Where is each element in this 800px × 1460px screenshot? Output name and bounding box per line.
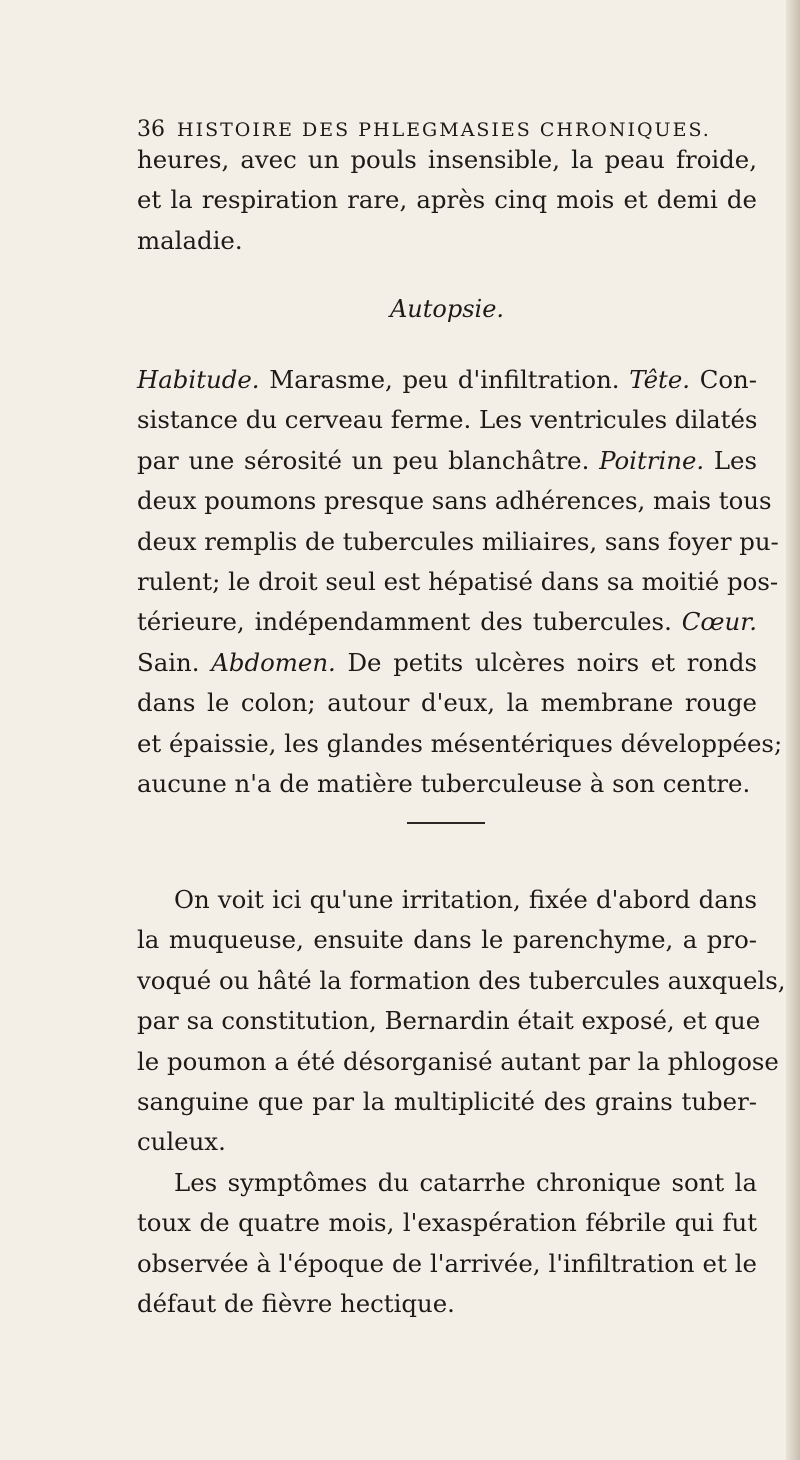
text-line: la muqueuse, ensuite dans le parenchyme, a pro- (137, 925, 757, 955)
page-number: 36 (137, 117, 165, 142)
poitrine-label: Poitrine. (599, 445, 705, 475)
text-line: deux poumons presque sans adhérences, mais tous (137, 486, 772, 516)
section-divider (407, 822, 485, 824)
habitude-label: Habitude. (137, 365, 260, 394)
text-line: Habitude. Marasme, peu d'infiltration. Tête. Con- (137, 365, 757, 394)
text-line: On voit ici qu'une irritation, fixée d'abord dans (174, 885, 757, 914)
text-line: et la respiration rare, après cinq mois et demi de (137, 185, 757, 215)
tete-label: Tête. (629, 365, 691, 394)
text-line: toux de quatre mois, l'exaspération fébrile qui fut (137, 1208, 757, 1238)
text-line: Les symptômes du catarrhe chronique sont la (174, 1167, 757, 1197)
text-line: sanguine que par la multiplicité des grains tuber- (137, 1086, 757, 1116)
text-line: sistance du cerveau ferme. Les ventricules dilatés (137, 405, 758, 435)
top-paragraph (137, 140, 757, 261)
text-line: par une sérosité un peu blanchâtre. Poitrine. Les (137, 445, 757, 475)
text-line: aucune n'a de matière tuberculeuse à son centre. (137, 768, 751, 798)
text-line: voqué ou hâté la formation des tubercules auxquels, (137, 965, 786, 995)
text-line: deux remplis de tubercules miliaires, sans foyer pu- (137, 526, 779, 556)
text-line: observée à l'époque de l'arrivée, l'infiltration et le (137, 1248, 757, 1278)
text-line: heures, avec un pouls insensible, la peau froide, (137, 145, 757, 174)
text-line: térieure, indépendamment des tubercules. Cœur. (137, 607, 757, 637)
coeur-label: Cœur. (681, 607, 757, 637)
text-line: par sa constitution, Bernardin était exposé, et que (137, 1006, 761, 1036)
abdomen-label: Abdomen. (211, 647, 336, 677)
page-edge (786, 0, 800, 1460)
text-line: et épaissie, les glandes mésentériques développées; (137, 728, 783, 758)
commentary-paragraph (137, 880, 786, 1324)
text-line: Sain. Abdomen. De petits ulcères noirs et ronds (137, 647, 757, 677)
text-line: culeux. (137, 1127, 226, 1157)
section-title: Autopsie. (389, 295, 505, 323)
text-line: dans le colon; autour d'eux, la membrane rouge (137, 688, 757, 718)
running-title: HISTOIRE DES PHLEGMASIES CHRONIQUES. (177, 119, 711, 141)
autopsy-paragraph (137, 360, 783, 804)
running-header (137, 117, 737, 142)
text-line: le poumon a été désorganisé autant par la phlogose (137, 1046, 779, 1076)
text-line: rulent; le droit seul est hépatisé dans sa moitié pos- (137, 566, 779, 596)
text-line: maladie. (137, 225, 243, 255)
text-line: défaut de fièvre hectique. (137, 1288, 455, 1318)
